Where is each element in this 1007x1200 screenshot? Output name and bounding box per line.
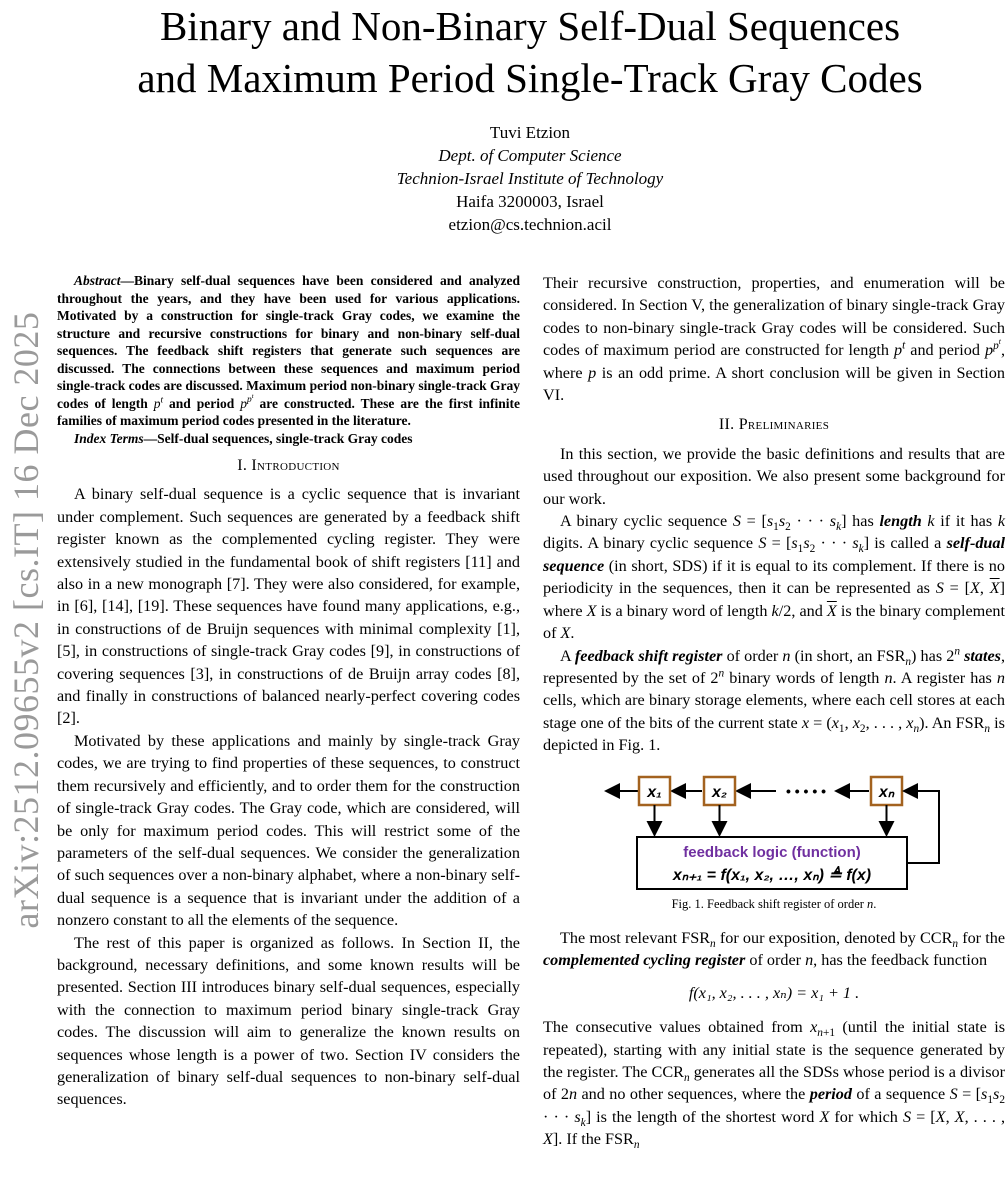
feedback-logic-equation: xₙ₊₁ = f(x₁, x₂, …, xₙ) ≜ f(x) bbox=[672, 866, 872, 884]
definition-sds: A binary cyclic sequence $S = [s_1s_2$ · · · $s_k$] has length k if it has k digits. A binary cyclic sequence $S = [s_1s_2$ · · · $s_k$] is called a self-dual sequence (in short, SDS) if it is equal to its complement. If there is no periodicity in the sequences, then it can be represented as S = [X, $\overline{X}$] where X is a binary word of length k/2, and $\overline{X}$ is the binary complement of X. bbox=[543, 512, 1006, 643]
text-span: if it has bbox=[934, 512, 998, 531]
text-span: is an odd prime. A short conclusion will be given in Section VI. bbox=[543, 363, 1005, 405]
text-span: generates all the SDSs whose period is a divisor of bbox=[543, 1062, 1005, 1104]
title-line-2: and Maximum Period Single-Track Gray Codes bbox=[137, 55, 923, 101]
paper-title bbox=[60, 0, 1000, 104]
section-title: Preliminaries bbox=[738, 416, 830, 434]
cell-x1-label: x₁ bbox=[647, 783, 662, 801]
text-span: for our exposition, denoted by CCR bbox=[715, 928, 953, 947]
author-city: Haifa 3200003, Israel bbox=[456, 192, 604, 211]
intro-paragraph-3: The rest of this paper is organized as follows. In Section II, the background, necessary definitions, and some known results will be presented. Section III introduces binary self-dual sequences, especially with the connection to maximum period binary single-track Gray codes. The discussion will aim to generalize the known results on sequences whose length is a power of two. Section IV considers the generalization of binary self-dual sequences to non-binary self-dual sequences. bbox=[57, 933, 520, 1109]
text-span: . An FSR bbox=[924, 713, 985, 732]
prelim-paragraph-1: In this section, we provide the basic definitions and results that are used throughout our exposition. We also present some background for our work. bbox=[543, 444, 1005, 508]
text-span: Fig. 1. Feedback shift register of order bbox=[671, 896, 868, 911]
right-column bbox=[543, 272, 1005, 1151]
author-dept: Dept. of Computer Science bbox=[438, 146, 622, 165]
author-name: Tuvi Etzion bbox=[489, 123, 571, 142]
text-span: and period bbox=[905, 341, 985, 360]
cells-ellipsis: • • • • • bbox=[785, 782, 827, 799]
section-number: I. bbox=[237, 457, 252, 474]
text-span: is the binary complement of bbox=[543, 601, 1005, 643]
intro-paragraph-1: A binary self-dual sequence is a cyclic sequence that is invariant under complement. Such sequences are generated by a feedback shift register known as the complemented cycling register. They were extensively studied in the fundamental book of shift registers [11] and also in a new monograph [7]. They were also considered, for example, in [6], [14], [19]. These sequences have found many applications, e.g., in constructions of de Bruijn sequences with minimal complexity [1], [5], in constructions of single-track Gray codes [9], in constructions of covering sequences [3], in constructions of de Bruijn array codes [8], and finally in constructions of balanced nearly-perfect covering codes [2]. bbox=[57, 485, 520, 728]
text-span: for the bbox=[958, 928, 1005, 947]
text-span: states bbox=[964, 646, 1001, 665]
text-span: (until the initial state is repeated), starting with any initial state is the sequence generated by the register. The CCR bbox=[543, 1018, 1006, 1081]
author-block bbox=[60, 121, 1000, 236]
author-institute: Technion-Israel Institute of Technology bbox=[396, 169, 664, 188]
text-span: , represented by the set of bbox=[543, 646, 1006, 687]
text-span: for which bbox=[829, 1107, 903, 1126]
text-span: is called a bbox=[869, 534, 947, 553]
text-span: of a sequence bbox=[851, 1085, 950, 1104]
index-terms-text: —Self-dual sequences, single-track Gray codes bbox=[143, 430, 413, 446]
text-span: has bbox=[846, 512, 880, 531]
arxiv-id: arXiv:2512.09655v2 [cs.IT] 16 Dec 2025 bbox=[6, 311, 46, 929]
text-span: self-dual sequence bbox=[543, 534, 1006, 575]
text-span: , where bbox=[543, 341, 1005, 382]
section-number: II. bbox=[718, 416, 739, 434]
text-span: of order bbox=[722, 646, 783, 665]
text-span: A bbox=[560, 646, 575, 665]
text-span: period bbox=[809, 1085, 852, 1104]
section-title: Introduction bbox=[251, 457, 340, 474]
abstract-mid: and period bbox=[163, 395, 241, 411]
text-span: is depicted in Fig. 1. bbox=[543, 713, 1005, 755]
figure-1 bbox=[543, 763, 1005, 915]
text-span: where bbox=[543, 601, 587, 620]
text-span: , has the feedback function bbox=[813, 951, 988, 970]
text-span: , and bbox=[791, 601, 827, 620]
section-heading-preliminaries bbox=[543, 414, 1005, 436]
text-span: ) has bbox=[911, 646, 947, 665]
text-span: . bbox=[873, 896, 877, 911]
text-span: n bbox=[867, 896, 874, 911]
abstract-label: Abstract bbox=[74, 273, 121, 288]
text-span: Their recursive construction, properties, and enumeration will be considered. In Section V, the generalization of binary single-track Gray codes to non-binary single-track Gray codes will be considered. Such codes of maximum period are constructed for length bbox=[543, 274, 1005, 360]
cell-x2-label: x₂ bbox=[712, 783, 727, 801]
index-terms bbox=[57, 430, 520, 448]
text-span: complemented cycling register bbox=[543, 951, 746, 970]
author-email: etzion@cs.technion.acil bbox=[448, 215, 612, 234]
text-span: of order bbox=[745, 951, 806, 970]
text-span: length bbox=[879, 512, 922, 531]
left-column bbox=[57, 272, 520, 1111]
figure-caption bbox=[543, 893, 1005, 915]
feedback-equation: f(x₁, x₂, . . . , xₙ) = x₁ + 1 . bbox=[688, 983, 860, 1002]
text-span: binary words of length bbox=[724, 668, 885, 687]
definition-fsr: A feedback shift register of order n (in short, an $FSR_n$) has 2$^n$ states, represented by the set of 2$^n$ binary words of length n. A register has n cells, which are binary storage elements, where each cell stores at each stage one of the bits of the current state $x = (x_1$, $x_2$, . . . , $x_n$). An $FSR_n$ is depicted in Fig. 1. bbox=[543, 645, 1006, 755]
abstract: Abstract—Binary self-dual sequences have been considered and analyzed throughout the years, and they have been used for various applications. Motivated by a construction for single-track Gray codes, we examine the structure and recursive constructions for binary and non-binary self-dual sequences. The feedback shift registers that generate such sequences are discussed. The connections between these sequences and maximum period single-track codes are discussed. Maximum period non-binary single-track Gray codes of length $p^t$ and period $p^{p^t}$ are constructed. These are the first infinite families of maximum period codes presented in the literature. bbox=[57, 273, 520, 428]
text-span: . A register has bbox=[892, 668, 997, 687]
abstract-text: —Binary self-dual sequences have been considered and analyzed throughout the years, and they have been used for various applications. Motivated by a construction for single-track Gray codes, we examine the structure and recursive constructions for binary and non-binary self-dual sequences. The feedback shift registers that generate such sequences are discussed. The connections between these sequences and maximum period single-track codes are discussed. Maximum period non-binary single-track Gray codes of length bbox=[57, 273, 520, 411]
abstract-tail: are constructed. These are the first infinite families of maximum period codes presented in the literature. bbox=[57, 395, 520, 428]
text-span: The most relevant FSR bbox=[560, 928, 711, 947]
text-span: (in short, an FSR bbox=[790, 646, 906, 665]
text-span: A binary cyclic sequence bbox=[560, 512, 733, 531]
text-span: and no other sequences, where the bbox=[577, 1085, 810, 1104]
fsr-diagram bbox=[554, 763, 994, 893]
text-span: feedback shift register bbox=[574, 646, 723, 665]
ccr-paragraph: The most relevant $FSR_n$ for our exposition, denoted by $CCR_n$ for the complemented cycling register of order n, has the feedback function bbox=[543, 928, 1005, 970]
feedback-arrow bbox=[904, 791, 939, 863]
text-span: cells, which are binary storage elements, where each cell stores at each stage one of the bits of the current state bbox=[543, 691, 1005, 732]
text-span: The consecutive values obtained from bbox=[543, 1018, 811, 1037]
index-terms-label: Index Terms bbox=[74, 430, 144, 446]
section-heading-introduction bbox=[57, 455, 520, 477]
text-span: (in short, SDS) if it is equal to its complement. If there is no periodicity in the sequences, then it can be represented as bbox=[543, 556, 1005, 598]
text-span: is the length of the shortest word bbox=[591, 1107, 820, 1126]
intro-paragraph-2: Motivated by these applications and mainly by single-track Gray codes, we are trying to find properties of these sequences, to construct them recursively and efficiently, and to order them for the construction of single-track Gray codes. The Gray code, which are considered, will be only for maximum period codes. This will restrict some of the parameters of the self-dual sequences. We consider the generalization of such sequences over a non-binary alphabet, where a non-binary self-dual sequence is a sequence that is invariant under the addition of a nonzero constant to all the elements of the sequence. bbox=[57, 731, 520, 930]
text-span: is a binary word of length bbox=[596, 601, 772, 620]
feedback-logic-title: feedback logic (function) bbox=[683, 843, 861, 861]
arxiv-stamp bbox=[4, 300, 48, 940]
last-paragraph: The consecutive values obtained from $x_{n+1}$ (until the initial state is repeated), starting with any initial state is the sequence generated by the register. The $CCR_n$ generates all the SDSs whose period is a divisor of 2n and no other sequences, where the period of a sequence $S = [s_1s_2$ · · · $s_k$] is the length of the shortest word X for which S = [X, X, . . . , X]. If the $FSR_n$ bbox=[543, 1018, 1006, 1152]
cell-xn-label: xₙ bbox=[878, 783, 895, 801]
text-span: digits. A binary cyclic sequence bbox=[543, 534, 759, 553]
title-line-1: Binary and Non-Binary Self-Dual Sequences bbox=[159, 3, 901, 49]
intro-continuation: Their recursive construction, properties, and enumeration will be considered. In Section V, the generalization of binary single-track Gray codes to non-binary single-track Gray codes will be considered. Such codes of maximum period are constructed for length $p^t$ and period $p^{p^t}$, where p is an odd prime. A short conclusion will be given in Section VI. bbox=[543, 274, 1005, 405]
text-span: . If the FSR bbox=[558, 1130, 634, 1149]
